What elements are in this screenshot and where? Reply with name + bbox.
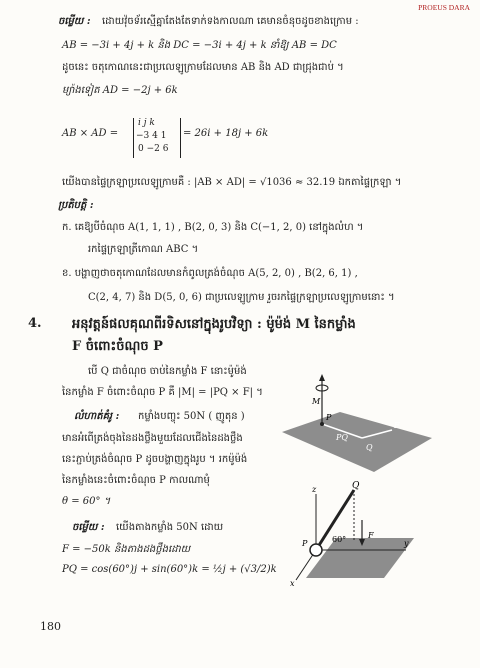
point-p — [320, 422, 324, 426]
answer-line-2: F = −50k និងតាងដងថ្លឹងដោយ — [62, 544, 191, 555]
parallelogram-statement: ដូចនេះ ចតុកោណនេះជាប្រលេឡូក្រាមដែលមាន AB និង AD ជាជ្រុងជាប់ ។ — [62, 62, 344, 73]
label-f-2: F — [368, 531, 374, 540]
section-title-line-1: អនុវត្តន៍ផលគុណពីរទិសនៅក្នុងរូបវិទ្យា : ម៉ូម៉ង់ M នៃកម្លាំង — [72, 317, 356, 332]
answer-line-3: PQ = cos(60°)j + sin(60°)k = ½j + (√3/2)k — [62, 564, 277, 575]
label-p: P — [326, 413, 332, 422]
plane-shape — [282, 412, 432, 472]
exercise-b-line-1: ខ. បង្ហាញថាចតុកោណដែលមានកំពូលត្រង់ចំណុច A(5, 2, 0) , B(2, 6, 1) , — [62, 268, 358, 279]
section-number: 4. — [28, 316, 42, 331]
label-q-2: Q — [352, 481, 360, 491]
example-line-4: នៃកម្លាំងនេះចំពោះចំណុច P កាលណាមុំ — [62, 475, 210, 486]
cross-product-result: = 26i + 18j + 6k — [183, 128, 269, 139]
section-title-line-2: F ចំពោះចំណុច P — [72, 339, 163, 354]
moment-figure — [282, 372, 442, 482]
area-result: យើងបានផ្ទៃក្រឡាប្រលេឡូក្រាមគឺ : |AB × AD| = √1036 ≈ 32.19 ឯកតាផ្ទៃក្រឡា ។ — [62, 177, 402, 188]
exercise-b-line-2: C(2, 4, 7) និង D(5, 0, 6) ជាប្រលេឡូក្រាម រួចរកផ្ទៃក្រឡាប្រលេឡូក្រាមនោះ ។ — [88, 292, 395, 303]
cross-product-lhs: AB × AD = — [62, 128, 119, 139]
base-plane — [306, 538, 414, 578]
axis-label-x: x — [290, 579, 295, 588]
header-brand: PROEUS DARA — [418, 3, 470, 12]
vector-equation-1: AB = −3i + 4j + k និង DC = −3i + 4j + k នាំឱ្យ AB = DC — [62, 40, 337, 51]
moment-arrow-head — [319, 374, 325, 381]
example-line-1: កម្លាំងបញ្ចុះ 50N ( ញូតុន ) — [138, 411, 245, 422]
label-p-2: P — [302, 539, 308, 548]
determinant-row-2: −3 4 1 — [136, 131, 167, 141]
example-line-3: នេះភ្ជាប់ត្រង់ចំណុច P ដូចបង្ហាញក្នុងរូប ។ រកម៉ូម៉ង់ — [62, 454, 248, 465]
bolt — [310, 544, 322, 556]
body-line-1: បើ Q ជាចំណុច ចាប់នៃកម្លាំង F នោះម៉ូម៉ង់ — [88, 366, 247, 377]
label-pq: PQ — [336, 433, 348, 442]
angle-label: 60° — [332, 535, 347, 544]
label-f: F — [394, 421, 400, 430]
axis-label-z: z — [312, 485, 317, 494]
wrench-figure — [286, 480, 436, 590]
determinant-row-3: 0 −2 6 — [138, 144, 169, 154]
solution-intro: ដោយវ៉ុចទ័រស្មើគ្នាតែងតែទាក់ទងកាលណា គេមានចំនុចដូចខាងក្រោម : — [102, 16, 359, 27]
example-label: លំហាត់គំរូ : — [74, 411, 120, 422]
solution-label: ចម្លើយ : — [58, 16, 91, 27]
body-line-2: នៃកម្លាំង F ចំពោះចំណុច P គឺ |M| = |PQ × F| ។ — [62, 387, 263, 398]
determinant-row-1: i j k — [138, 118, 155, 128]
label-m: M — [312, 397, 321, 406]
answer-line-1: យើងតាងកម្លាំង 50N ដោយ — [116, 522, 224, 533]
theta-value: θ = 60° ។ — [62, 496, 111, 507]
exercise-label: ប្រតិបត្តិ : — [58, 200, 94, 211]
exercise-a-line-1: ក. គេឱ្យបីចំណុច A(1, 1, 1) , B(2, 0, 3) និង C(−1, 2, 0) នៅក្នុងលំហ ។ — [62, 222, 364, 233]
axis-label-y: y — [404, 539, 409, 548]
example-line-2: មានអំពើត្រង់ចុងនៃដងថ្លឹងមួយដែលជើងនៃដងថ្លឹង — [62, 433, 243, 444]
page-number: 180 — [40, 620, 61, 633]
answer-label: ចម្លើយ : — [72, 522, 105, 533]
vector-ad: ម្យ៉ាងទៀត AD = −2j + 6k — [62, 85, 178, 96]
label-q: Q — [366, 443, 373, 452]
exercise-a-line-2: រកផ្ទៃក្រឡាត្រីកោណ ABC ។ — [88, 244, 199, 255]
